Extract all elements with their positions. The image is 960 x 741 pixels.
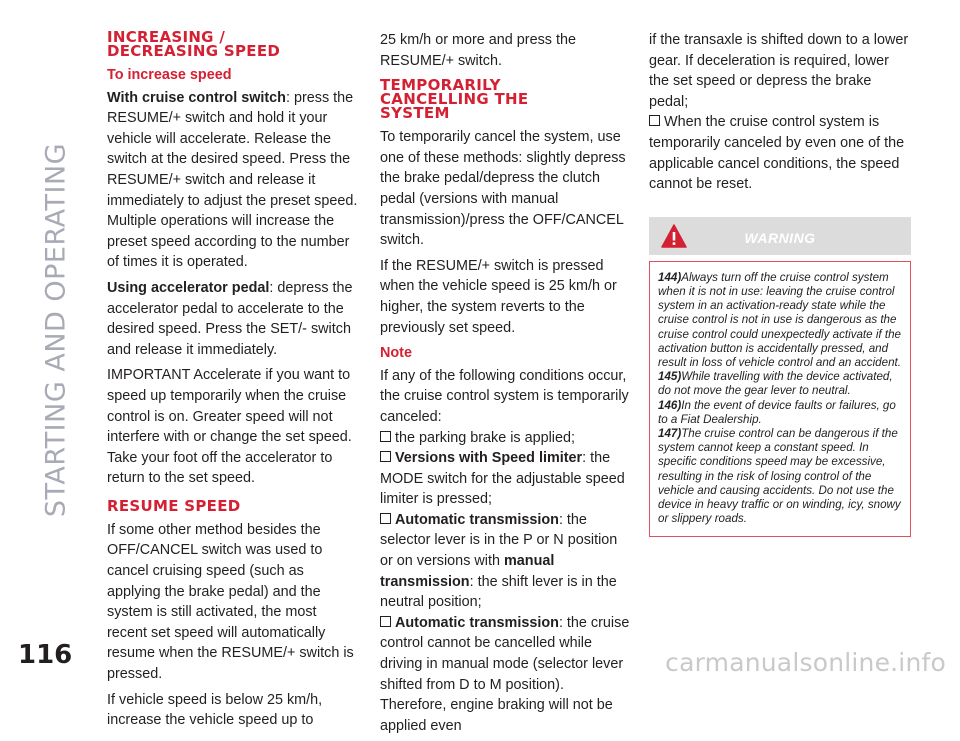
warning-text: The cruise control can be dangerous if the system cannot keep a constant speed. In specific conditions speed may be excessive, resulting in the risk of losing control of the vehicle and causing accidents. Do not use the device in heavy traffic or on winding, icy, snowy or slippery roads. <box>658 426 901 526</box>
list-item-text: : the MODE switch for the adjustable speed limiter is pressed; <box>380 450 625 508</box>
paragraph: if the transaxle is shifted down to a lower gear. If deceleration is required, lower the set speed or depress the brake pedal; <box>649 32 909 110</box>
list-item-text: the parking brake is applied; <box>395 429 575 446</box>
warning-text: In the event of device faults or failures, go to a Fiat Dealership. <box>658 398 896 426</box>
bold-term: With cruise control switch <box>107 89 286 106</box>
warning-number: 146) <box>658 398 682 412</box>
warning-header <box>649 217 911 255</box>
warning-number: 145) <box>658 370 682 384</box>
warning-text: While travelling with the device activated, do not move the gear lever to neutral. <box>658 370 893 398</box>
paragraph: If any of the following conditions occur, the cruise control system is temporarily canceled: <box>380 367 629 425</box>
list-item-text: : the selector lever is in the P or N position or on versions with <box>380 511 618 570</box>
paragraph <box>107 278 359 360</box>
heading-line: RESUME SPEED <box>107 496 241 515</box>
paragraph <box>107 88 359 273</box>
paragraph-text: : depress the accelerator pedal to accelerate to the desired speed. Press the SET/- switch and release it immediately. <box>107 279 353 358</box>
warning-box <box>649 261 911 538</box>
heading-resume-speed <box>107 496 359 515</box>
checkbox-bullet-icon <box>380 451 391 462</box>
paragraph: If some other method besides the OFF/CANCEL switch was used to cancel cruising speed (such as applying the brake pedal) and the system is still activated, the most recent set speed will automatically resume when the RESUME/+ switch is pressed. <box>107 521 354 683</box>
heading-temporarily-cancelling <box>380 76 633 123</box>
warning-item <box>658 271 902 370</box>
list-item-text: : the shift lever is in the neutral position; <box>380 573 617 611</box>
bold-term: Versions with Speed limiter <box>395 450 583 467</box>
warning-title: WARNING <box>744 229 816 246</box>
bold-term: Automatic transmission <box>395 614 559 631</box>
list-item <box>380 510 633 613</box>
heading-line: SYSTEM <box>380 104 450 123</box>
checkbox-bullet-icon <box>380 513 391 524</box>
paragraph: If the RESUME/+ switch is pressed when the vehicle speed is 25 km/h or higher, the system reverts to the previously set speed. <box>380 257 617 336</box>
watermark: carmanualsonline.info <box>665 648 946 677</box>
subheading-note: Note <box>380 345 412 362</box>
paragraph: To temporarily cancel the system, use one of these methods: slightly depress the brake pedal/depress the clutch pedal (versions with manual transmission)/press the OFF/CANCEL switch. <box>380 129 626 249</box>
heading-line: INCREASING / <box>107 28 226 46</box>
checkbox-bullet-icon <box>380 616 391 627</box>
section-side-title: STARTING AND OPERATING <box>40 142 72 518</box>
heading-line: DECREASING SPEED <box>107 42 281 60</box>
heading-line: CANCELLING THE <box>380 90 529 109</box>
warning-item <box>658 370 902 398</box>
list-item <box>380 448 633 510</box>
warning-item <box>658 427 902 526</box>
heading-increasing-decreasing-speed <box>107 30 359 58</box>
column-left <box>107 30 359 736</box>
list-item-text: When the cruise control system is temporarily canceled by even one of the applicable cancel conditions, the speed cannot be reset. <box>649 114 905 193</box>
subheading-to-increase-speed: To increase speed <box>107 67 232 83</box>
column-middle <box>380 30 633 741</box>
bold-term: manual transmission <box>380 553 555 590</box>
paragraph-important: IMPORTANT Accelerate if you want to speed up temporarily when the cruise control is on. Greater speed will not interfere with or change the set speed. Take your foot off the accelerator to return to the set speed. <box>107 367 352 487</box>
paragraph-text: : press the RESUME/+ switch and hold it your vehicle will accelerate. Release the switch at the desired speed. Press the RESUME/+ switch and release it immediately to adjust the preset speed. Multiple operations will increase the preset speed according to the number of times it is operated. <box>107 89 358 271</box>
paragraph: If vehicle speed is below 25 km/h, increase the vehicle speed up to <box>107 691 323 729</box>
list-item <box>649 112 911 194</box>
bold-term: Automatic transmission <box>395 511 559 528</box>
bold-term: Using accelerator pedal <box>107 279 270 296</box>
paragraph: 25 km/h or more and press the RESUME/+ switch. <box>380 32 576 69</box>
warning-item <box>658 399 902 427</box>
warning-text: Always turn off the cruise control system when it is not in use: leaving the cruise control system in an activation-ready state while the cruise control is not in use is dangerous as the cruise control could unexpectedly activate if the activation button is accidentally pressed, and result in loss of vehicle control and an accident. <box>658 270 901 369</box>
list-item-text: : the cruise control cannot be cancelled while driving in manual mode (selector lever shifted from D to M position). Therefore, engine braking will not be applied even <box>380 614 630 734</box>
warning-number: 147) <box>658 426 682 440</box>
checkbox-bullet-icon <box>649 115 660 126</box>
page-number: 116 <box>18 640 73 670</box>
list-item <box>380 428 633 449</box>
checkbox-bullet-icon <box>380 431 391 442</box>
warning-number: 144) <box>658 270 682 284</box>
heading-line: TEMPORARILY <box>380 76 501 95</box>
column-right <box>649 30 911 537</box>
list-item <box>380 613 633 737</box>
